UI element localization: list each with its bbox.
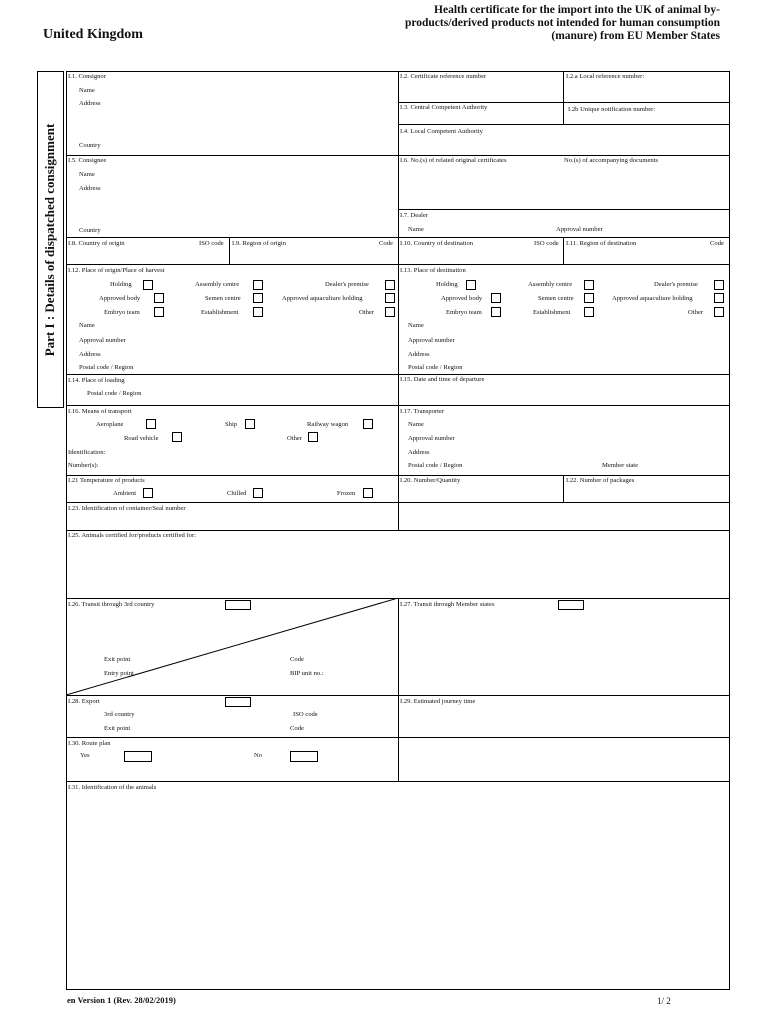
ambient-checkbox[interactable] [143, 488, 153, 498]
route-yes-checkbox[interactable] [124, 751, 152, 762]
loading-postal: Postal code / Region [87, 390, 142, 397]
export-exit-point: Exit point [104, 725, 131, 732]
dest-postal: Postal code / Region [408, 364, 463, 371]
railway-label: Railway wagon [307, 421, 349, 428]
page-number: 1/ 2 [657, 996, 671, 1006]
dest-assembly-checkbox[interactable] [584, 280, 594, 290]
dest-establishment-label: Establishment [533, 309, 571, 316]
field-lca: I.4. Local Competent Authority [400, 128, 483, 135]
field-place-loading: I.14. Place of loading [68, 377, 125, 384]
dest-approval-number: Approval number [408, 337, 455, 344]
part-one-title: Part I : Details of dispatched consignment [42, 123, 57, 357]
field-packages: I.22. Number of packages [566, 477, 635, 484]
dealer-approval-number: Approval number [556, 226, 603, 233]
dest-establishment-checkbox[interactable] [584, 307, 594, 317]
field-ident-animals: I.31. Identification of the animals [68, 784, 157, 791]
origin-dealers-checkbox[interactable] [385, 280, 395, 290]
export-checkbox[interactable] [225, 697, 251, 707]
transit-entry-point: Entry point [104, 670, 134, 677]
field-region-origin: I.9. Region of origin [232, 240, 287, 247]
origin-other-checkbox[interactable] [385, 307, 395, 317]
origin-holding-checkbox[interactable] [143, 280, 153, 290]
transit-exit-code: Code [290, 656, 304, 663]
frozen-label: Frozen [337, 490, 356, 497]
origin-holding-label: Holding [110, 281, 132, 288]
field-place-origin: I.12. Place of origin/Place of harvest [68, 267, 165, 274]
consignor-name: Name [79, 87, 95, 94]
dest-assembly-label: Assembly centre [528, 281, 573, 288]
transporter-postal: Postal code / Region [408, 462, 463, 469]
dest-approved-body-label: Approved body [441, 295, 483, 302]
rule [229, 237, 230, 264]
title-line-3: (manure) from EU Member States [551, 30, 720, 42]
field-local-ref: I.2.a Local reference number: [566, 73, 645, 80]
consignor-country: Country [79, 142, 101, 149]
dest-aquaculture-label: Approved aquaculture holding [612, 295, 693, 302]
origin-semen-label: Semen centre [205, 295, 241, 302]
field-journey: I.29. Estimated journey time [400, 698, 476, 705]
title-line-1: Health certificate for the import into the UK of animal by- [434, 4, 720, 16]
field-region-dest: I.11. Region of destination [566, 240, 637, 247]
aeroplane-checkbox[interactable] [146, 419, 156, 429]
certificate-title [340, 4, 720, 43]
dest-semen-label: Semen centre [538, 295, 574, 302]
origin-other-label: Other [359, 309, 375, 316]
origin-approval-number: Approval number [79, 337, 126, 344]
consignee-address: Address [79, 185, 101, 192]
version-footer: en Version 1 (Rev. 28/02/2019) [67, 995, 176, 1005]
rule [563, 237, 564, 264]
dest-approved-body-checkbox[interactable] [491, 293, 501, 303]
dest-holding-label: Holding [436, 281, 458, 288]
field-cca: I.3. Central Competent Authority [400, 104, 488, 111]
route-yes-label: Yes [80, 752, 90, 759]
rule [398, 102, 730, 103]
aeroplane-label: Aeroplane [96, 421, 124, 428]
field-related-certs: I.6. No.(s) of related original certificates [400, 157, 507, 164]
export-iso-code: ISO code [293, 711, 318, 718]
dest-name: Name [408, 322, 424, 329]
dest-embryo-label: Embryo team [446, 309, 482, 316]
export-exit-code: Code [290, 725, 304, 732]
transit-exit-point: Exit point [104, 656, 131, 663]
country-title: United Kingdom [43, 27, 143, 42]
origin-iso-code: ISO code [199, 240, 224, 247]
ship-label: Ship [225, 421, 238, 428]
title-line-2: products/derived products not intended for human consumption [404, 17, 720, 29]
origin-semen-checkbox[interactable] [253, 293, 263, 303]
field-country-dest: I.10. Country of destination [400, 240, 474, 247]
field-consignor: I.1. Consignor [68, 73, 106, 80]
ambient-label: Ambient [113, 490, 137, 497]
origin-region-code: Code [379, 240, 393, 247]
field-place-dest: I.13. Place of destination [400, 267, 466, 274]
origin-name: Name [79, 322, 95, 329]
transit-member-checkbox[interactable] [558, 600, 584, 610]
dest-holding-checkbox[interactable] [466, 280, 476, 290]
origin-establishment-checkbox[interactable] [253, 307, 263, 317]
transport-other-checkbox[interactable] [308, 432, 318, 442]
field-quantity: I.20. Number/Quantity [400, 477, 461, 484]
origin-assembly-checkbox[interactable] [253, 280, 263, 290]
origin-approved-body-checkbox[interactable] [154, 293, 164, 303]
field-cert-ref: I.2. Certificate reference number [400, 73, 487, 80]
dest-dealers-label: Dealer's premise [654, 281, 698, 288]
field-container: I.23. Identification of container/Seal number [68, 505, 186, 512]
rule [563, 71, 564, 124]
field-certified-for: I.25. Animals certified for/products certified for: [68, 532, 196, 539]
origin-aquaculture-label: Approved aquaculture holding [282, 295, 363, 302]
consignor-address: Address [79, 100, 101, 107]
dest-iso-code: ISO code [534, 240, 559, 247]
chilled-checkbox[interactable] [253, 488, 263, 498]
origin-embryo-label: Embryo team [104, 309, 140, 316]
identification-label: Identification: [68, 449, 106, 456]
origin-assembly-label: Assembly centre [195, 281, 240, 288]
transit-third-checkbox[interactable] [225, 600, 251, 610]
route-no-label: No [254, 752, 263, 759]
origin-dealers-label: Dealer's premise [325, 281, 369, 288]
origin-embryo-checkbox[interactable] [154, 307, 164, 317]
transporter-address: Address [408, 449, 430, 456]
numbers-label: Number(s): [68, 462, 99, 469]
dest-address: Address [408, 351, 430, 358]
transporter-member-state: Member state [602, 462, 639, 469]
dest-dealers-checkbox[interactable] [714, 280, 724, 290]
consignee-country: Country [79, 227, 101, 234]
dest-aquaculture-checkbox[interactable] [714, 293, 724, 303]
field-dealer: I.7. Dealer [400, 212, 429, 219]
field-transit-third: I.26. Transit through 3rd country [68, 601, 155, 608]
rule [398, 71, 399, 531]
consignee-name: Name [79, 171, 95, 178]
origin-aquaculture-checkbox[interactable] [385, 293, 395, 303]
transporter-approval: Approval number [408, 435, 455, 442]
dealer-name: Name [408, 226, 424, 233]
dest-semen-checkbox[interactable] [584, 293, 594, 303]
field-accompanying-docs: No.(s) of accompanying documents [564, 157, 659, 164]
rule [398, 209, 730, 210]
field-country-origin: I.8. Country of origin [68, 240, 125, 247]
field-transit-member: I.27. Transit through Member states [400, 601, 495, 608]
transporter-name: Name [408, 421, 424, 428]
dest-embryo-checkbox[interactable] [491, 307, 501, 317]
field-notification: I.2b Unique notification number: [568, 106, 656, 113]
origin-postal: Postal code / Region [79, 364, 134, 371]
field-transporter: I.17. Transporter [400, 408, 445, 415]
dest-region-code: Code [710, 240, 724, 247]
chilled-label: Chilled [227, 490, 247, 497]
transit-diagonal [66, 598, 399, 696]
field-export: I.28. Export [68, 698, 100, 705]
rule [398, 124, 730, 125]
rule [66, 781, 730, 782]
road-vehicle-checkbox[interactable] [172, 432, 182, 442]
frozen-checkbox[interactable] [363, 488, 373, 498]
field-transport: I.16. Means of transport [68, 408, 132, 415]
field-temperature: I.21 Temperature of products [68, 477, 145, 484]
origin-establishment-label: Establishment [201, 309, 239, 316]
dest-other-label: Other [688, 309, 704, 316]
field-consignee: I.5. Consignee [68, 157, 107, 164]
ship-checkbox[interactable] [245, 419, 255, 429]
transport-other-label: Other [287, 435, 303, 442]
railway-checkbox[interactable] [363, 419, 373, 429]
transit-bip: BIP unit no.: [290, 670, 324, 677]
rule [563, 475, 564, 502]
field-departure: I.15. Date and time of departure [400, 376, 485, 383]
route-no-checkbox[interactable] [290, 751, 318, 762]
origin-approved-body-label: Approved body [99, 295, 141, 302]
field-route-plan: I.30. Route plan [68, 740, 111, 747]
export-third-country: 3rd country [104, 711, 135, 718]
dest-other-checkbox[interactable] [714, 307, 724, 317]
road-vehicle-label: Road vehicle [124, 435, 159, 442]
origin-address: Address [79, 351, 101, 358]
